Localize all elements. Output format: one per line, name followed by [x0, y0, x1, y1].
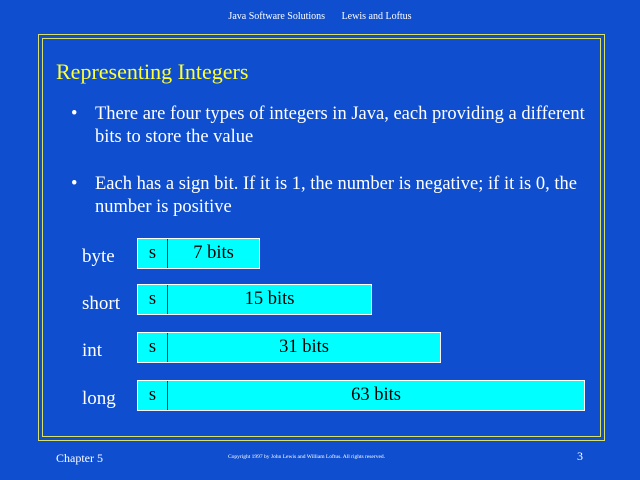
book-title: Java Software Solutions: [228, 11, 326, 22]
bullet-item: [71, 103, 591, 149]
bullet-dot: •: [71, 104, 78, 124]
bit-layout-byte: [137, 238, 260, 269]
type-label-int: int: [82, 340, 103, 361]
bit-layout-short: [137, 284, 372, 315]
bullet-text: Each has a sign bit. If it is 1, the number is negative; if it is 0, the number is positive: [95, 174, 577, 217]
bullet-dot: •: [71, 174, 78, 194]
bullet-item: [71, 173, 591, 219]
type-label-byte: byte: [82, 246, 115, 267]
sign-bit-cell: s: [138, 381, 168, 410]
slide-frame-inner: [42, 38, 601, 437]
copyright-notice: Copyright 1997 by John Lewis and William Loftus. All rights reserved.: [228, 454, 386, 460]
bullet-text: There are four types of integers in Java, each providing a different bits to store the value: [95, 104, 585, 147]
book-authors: Lewis and Loftus: [341, 11, 412, 22]
sign-bit-cell: s: [138, 239, 168, 268]
value-bits-cell: 7 bits: [193, 243, 234, 263]
sign-bit-cell: s: [138, 333, 168, 362]
page-number: 3: [577, 449, 583, 463]
slide-header: [0, 11, 640, 22]
bit-layout-int: [137, 332, 441, 363]
type-label-short: short: [82, 293, 120, 314]
sign-bit-cell: s: [138, 285, 168, 314]
value-bits-cell: 63 bits: [351, 385, 401, 405]
type-label-long: long: [82, 388, 116, 409]
value-bits-cell: 31 bits: [279, 337, 329, 357]
slide-title: Representing Integers: [56, 59, 249, 84]
bit-layout-long: [137, 380, 585, 411]
value-bits-cell: 15 bits: [244, 289, 295, 309]
chapter-label: Chapter 5: [56, 451, 103, 465]
